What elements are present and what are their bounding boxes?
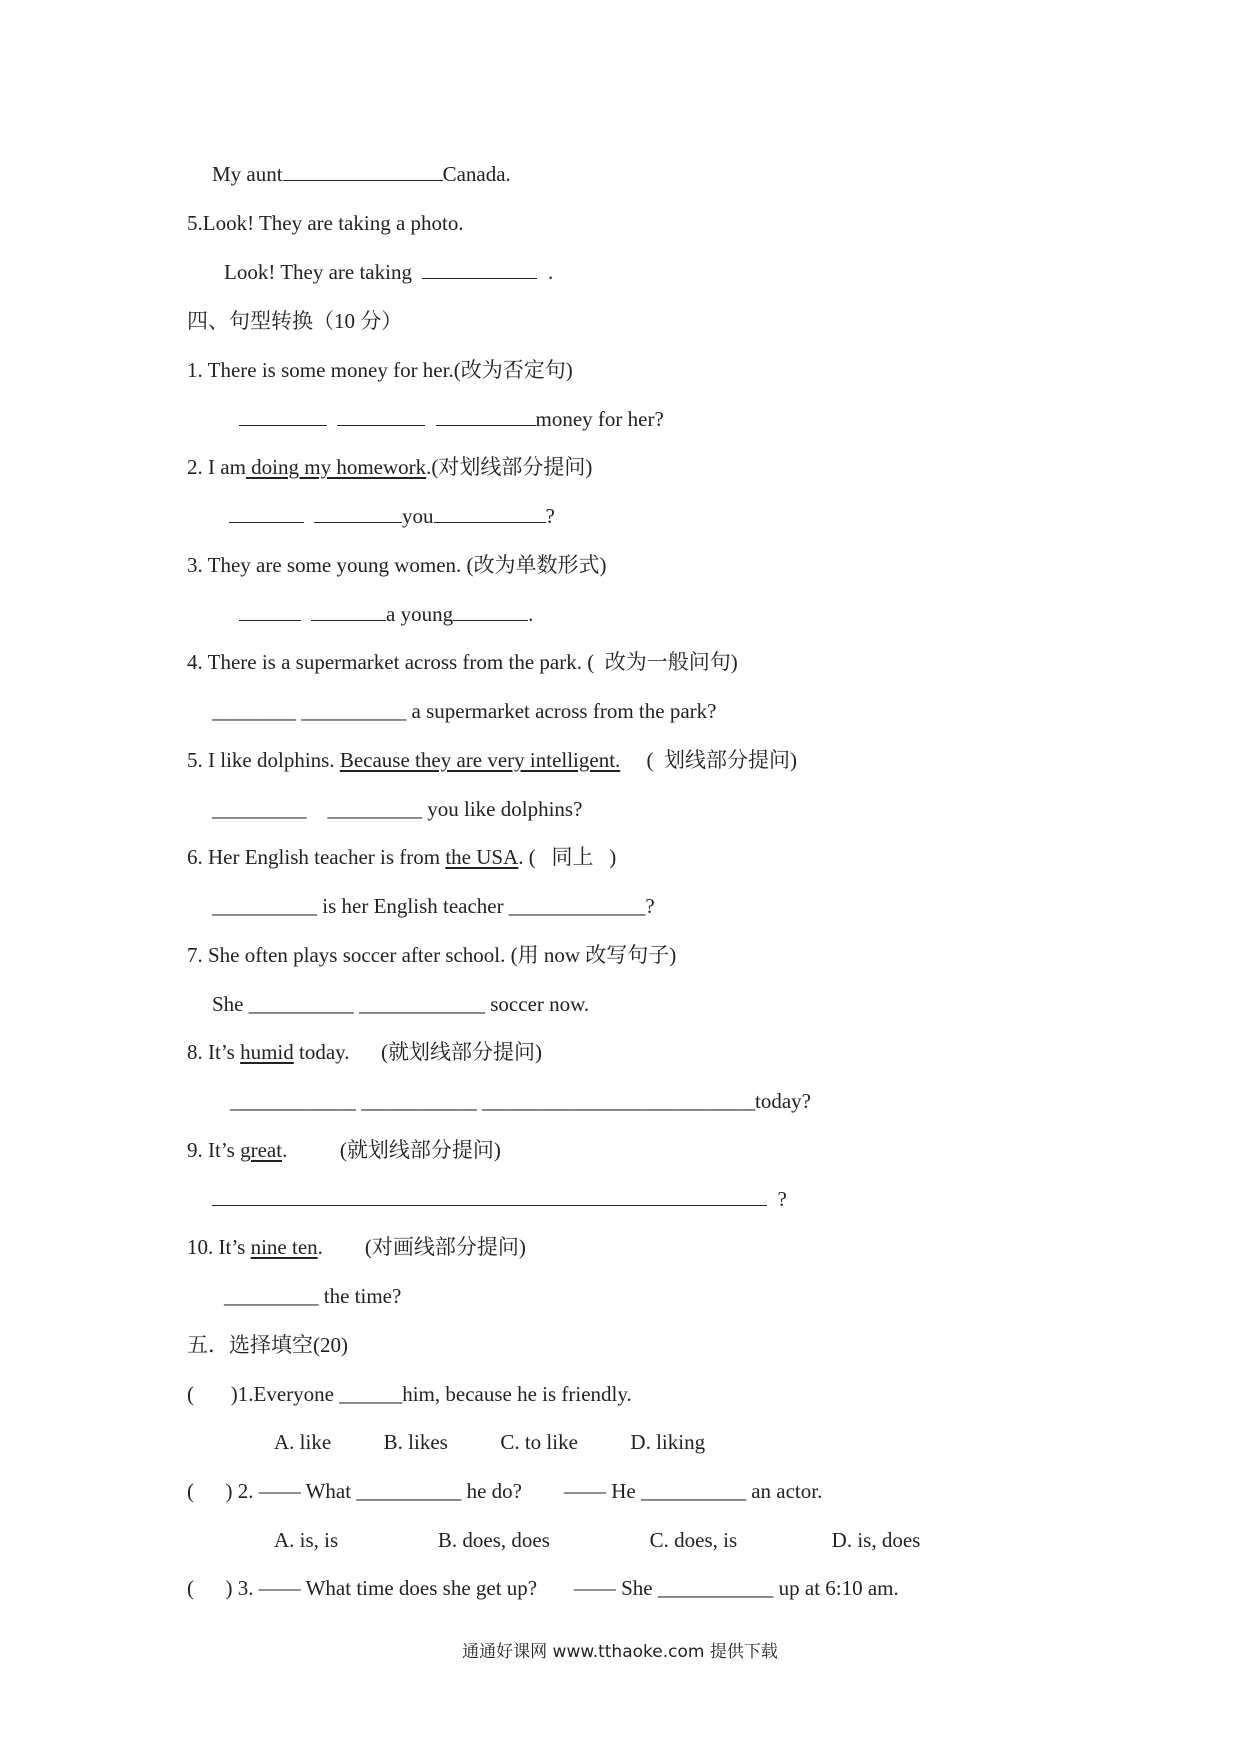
line-text: .(对划线部分提问) [426,455,593,479]
line-text: 2. I am [187,455,246,479]
answer-10 [224,1282,401,1310]
question-2 [187,453,592,481]
section-heading-5 [187,1331,348,1359]
answer-7 [212,990,589,1018]
line-text: 5.Look! They are taking a photo. [187,211,464,235]
answer-1 [228,405,664,433]
line-text: today. (就划线部分提问) [293,1040,543,1064]
line-text: Canada. [442,162,511,186]
line-text [228,407,239,431]
answer-blank [436,405,536,426]
line-text: . [528,602,534,626]
line-text: money for her? [535,407,664,431]
answer-6 [212,892,655,920]
answer-blank [337,405,425,426]
choice-question-2 [187,1477,822,1505]
answer-4 [212,697,716,725]
line-text [228,602,239,626]
line-text: 1. There is some money for her.(改为否定句) [187,358,573,382]
line-text: 5. I like dolphins. [187,748,340,772]
answer-blank [239,405,327,426]
line-text: you [402,504,434,528]
line-text: 3. They are some young women. (改为单数形式) [187,553,607,577]
line-text: My aunt [212,162,283,186]
line-text: ( 划线部分提问) [620,748,798,772]
choice-question-3 [187,1574,899,1602]
question-4 [187,648,738,676]
line-text: _________ the time? [224,1284,402,1308]
line-text: ( ) 2. —— What __________ he do? —— He __________ an actor. [187,1479,823,1503]
line-text: ________ __________ a supermarket across from the park? [212,699,717,723]
line-text: Look! They are taking [224,260,423,284]
choice-question-1 [187,1380,632,1408]
answer-blank [453,600,528,621]
answer-5 [212,795,582,823]
underlined-text: the USA [445,845,519,869]
question-6 [187,843,616,871]
line-3 [224,258,553,286]
line-text: 7. She often plays soccer after school. (用 now 改写句子) [187,943,677,967]
underlined-text: humid [240,1040,294,1064]
answer-8 [230,1087,811,1115]
line-text: ? [767,1187,787,1211]
answer-blank [434,502,546,523]
line-text: ? [545,504,555,528]
underlined-text: nine ten [250,1235,318,1259]
question-3 [187,551,607,579]
line-text: She __________ ____________ soccer now. [212,992,590,1016]
line-text [301,602,312,626]
line-text [425,407,436,431]
question-10 [187,1233,526,1261]
footer-credit: 通通好课网 www.tthaoke.com 提供下载 [462,1642,778,1662]
answer-blank [212,1185,767,1206]
answer-blank [422,258,537,279]
line-text: 10. It’s [187,1235,251,1259]
line-text: . [537,260,554,284]
line-2 [187,209,464,237]
line-text: _________ _________ you like dolphins? [212,797,583,821]
line-text [218,504,229,528]
line-text: 8. It’s [187,1040,241,1064]
line-text: 五．选择填空(20) [187,1333,348,1357]
choice-options-2 [274,1526,920,1554]
answer-3 [228,600,533,628]
question-1 [187,356,573,384]
line-text: 4. There is a supermarket across from the park. ( 改为一般问句) [187,650,738,674]
answer-blank [229,502,304,523]
line-text: A. like B. likes C. to like D. liking [274,1430,706,1454]
underlined-text: Because they are very intelligent. [339,748,621,772]
line-text: . ( 同上 ) [518,845,617,869]
line-text: A. is, is B. does, does C. does, is D. is, does [274,1528,921,1552]
answer-9 [212,1185,787,1213]
question-8 [187,1038,542,1066]
answer-blank [314,502,402,523]
line-text: ( )1.Everyone ______him, because he is friendly. [187,1382,632,1406]
line-text: 9. It’s [187,1138,241,1162]
line-text: . (对画线部分提问) [317,1235,526,1259]
question-9 [187,1136,501,1164]
line-text: 四、句型转换（10 分） [187,309,403,333]
answer-blank [311,600,386,621]
question-5 [187,746,797,774]
line-text: ____________ ___________ __________________________today? [230,1089,811,1113]
line-1 [212,160,511,188]
underlined-text: doing my homework [245,455,427,479]
line-text: a young [386,602,454,626]
line-text: __________ is her English teacher _____________? [212,894,655,918]
line-text: . (就划线部分提问) [282,1138,501,1162]
question-7 [187,941,676,969]
choice-options-1 [274,1428,705,1456]
section-heading-4 [187,307,402,335]
answer-blank [283,160,443,181]
line-text [327,407,338,431]
line-text: 6. Her English teacher is from [187,845,446,869]
answer-blank [239,600,301,621]
line-text: ( ) 3. —— What time does she get up? —— She ___________ up at 6:10 am. [187,1576,899,1600]
line-text [304,504,315,528]
answer-2 [218,502,555,530]
underlined-text: great [240,1138,283,1162]
